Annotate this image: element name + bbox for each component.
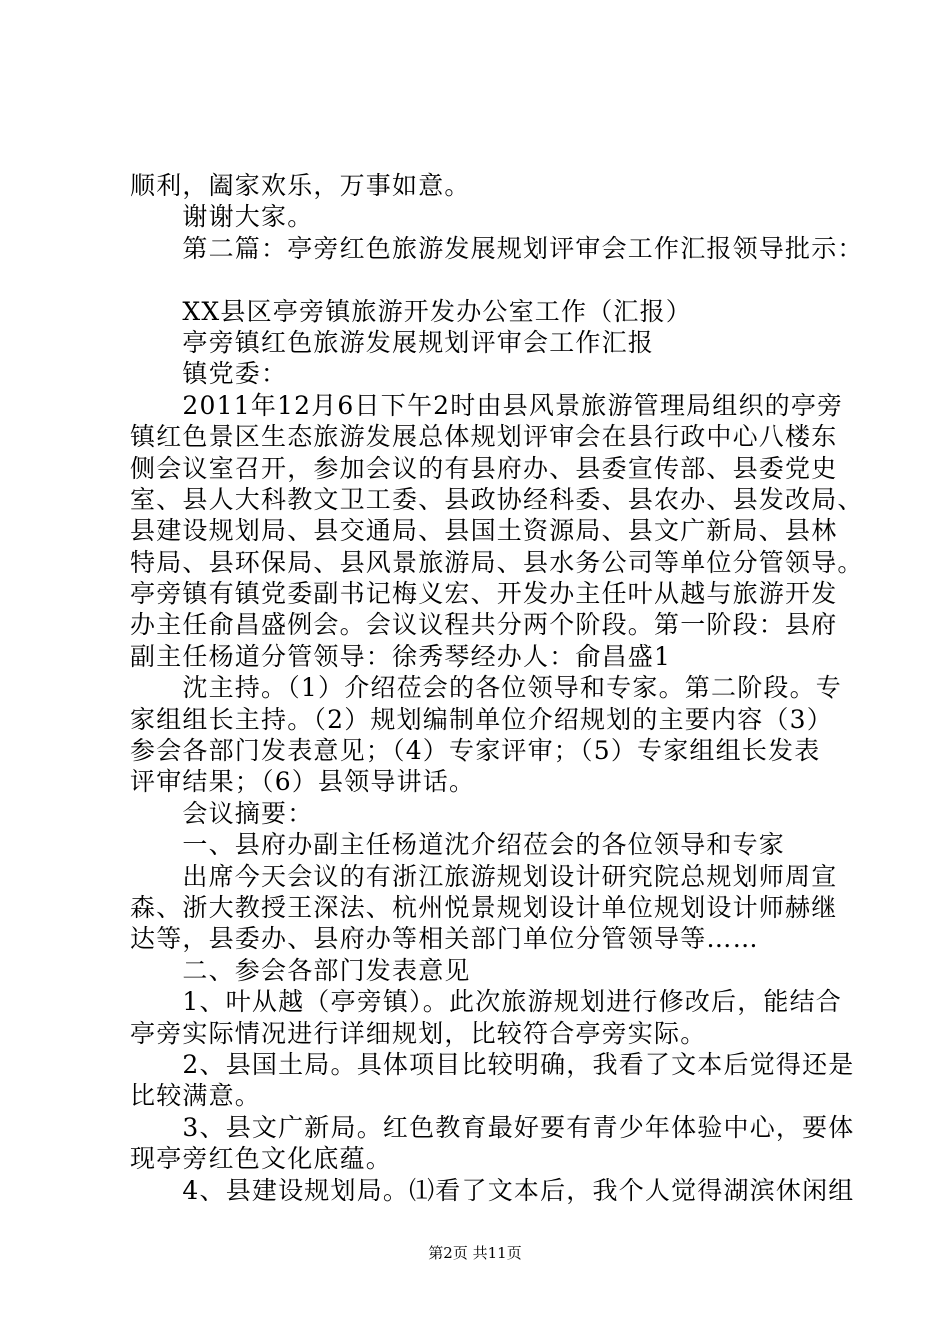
text-line: 4、县建设规划局。⑴看了文本后，我个人觉得湖滨休闲组 xyxy=(130,1175,855,1205)
text-line: 评审结果；（6）县领导讲话。 xyxy=(130,767,476,797)
text-line: 第二篇：亭旁红色旅游发展规划评审会工作汇报领导批示： xyxy=(130,233,864,263)
page-footer: 第2页 共11页 xyxy=(428,1244,522,1262)
text-line: 会议摘要： xyxy=(130,798,314,828)
text-line: 出席今天会议的有浙江旅游规划设计研究院总规划师周宣 xyxy=(130,861,838,891)
text-line: 二、参会各部门发表意见 xyxy=(130,955,471,985)
text-line: 家组组长主持。（2）规划编制单位介绍规划的主要内容（3） xyxy=(130,704,833,734)
document-body xyxy=(130,170,864,1206)
text-line: 森、浙大教授王深法、杭州悦景规划设计单位规划设计师赫继 xyxy=(130,892,838,922)
blank-line xyxy=(130,264,835,295)
text-line: 2011年12月6日下午2时由县风景旅游管理局组织的亭旁 xyxy=(130,390,844,420)
text-line: 镇红色景区生态旅游发展总体规划评审会在县行政中心八楼东 xyxy=(130,422,838,452)
text-line: 亭旁镇有镇党委副书记梅义宏、开发办主任叶从越与旅游开发 xyxy=(130,579,838,609)
text-line: 达等，县委办、县府办等相关部门单位分管领导等…… xyxy=(130,924,759,954)
text-line: 2、县国土局。具体项目比较明确，我看了文本后觉得还是 xyxy=(130,1049,855,1079)
text-line: 室、县人大科教文卫工委、县政协经科委、县农办、县发改局、 xyxy=(130,484,864,514)
text-line: 县建设规划局、县交通局、县国土资源局、县文广新局、县林 xyxy=(130,516,838,546)
text-line: 办主任俞昌盛例会。会议议程共分两个阶段。第一阶段：县府 xyxy=(130,610,838,640)
text-line: 谢谢大家。 xyxy=(130,202,314,232)
text-line: 亭旁实际情况进行详细规划，比较符合亭旁实际。 xyxy=(130,1018,707,1048)
text-line: 现亭旁红色文化底蕴。 xyxy=(130,1144,393,1174)
text-line: 特局、县环保局、县风景旅游局、县水务公司等单位分管领导。 xyxy=(130,547,864,577)
text-line: 副主任杨道分管领导：徐秀琴经办人：俞昌盛1 xyxy=(130,641,672,671)
text-line: 比较满意。 xyxy=(130,1081,262,1111)
text-line: 1、叶从越（亭旁镇）。此次旅游规划进行修改后，能结合 xyxy=(130,987,843,1017)
text-line: 沈主持。（1）介绍莅会的各位领导和专家。第二阶段。专 xyxy=(130,673,843,703)
text-line: XX县区亭旁镇旅游开发办公室工作（汇报） xyxy=(130,296,692,326)
text-line: 3、县文广新局。红色教育最好要有青少年体验中心，要体 xyxy=(130,1112,855,1142)
text-line: 侧会议室召开，参加会议的有县府办、县委宣传部、县委党史 xyxy=(130,453,838,483)
text-line: 顺利，阖家欢乐，万事如意。 xyxy=(130,171,471,200)
text-line: 亭旁镇红色旅游发展规划评审会工作汇报 xyxy=(130,327,655,357)
text-line: 一、县府办副主任杨道沈介绍莅会的各位领导和专家 xyxy=(130,830,786,860)
text-line: 镇党委： xyxy=(130,359,288,389)
text-line: 参会各部门发表意见；（4）专家评审；（5）专家组组长发表 xyxy=(130,736,821,766)
